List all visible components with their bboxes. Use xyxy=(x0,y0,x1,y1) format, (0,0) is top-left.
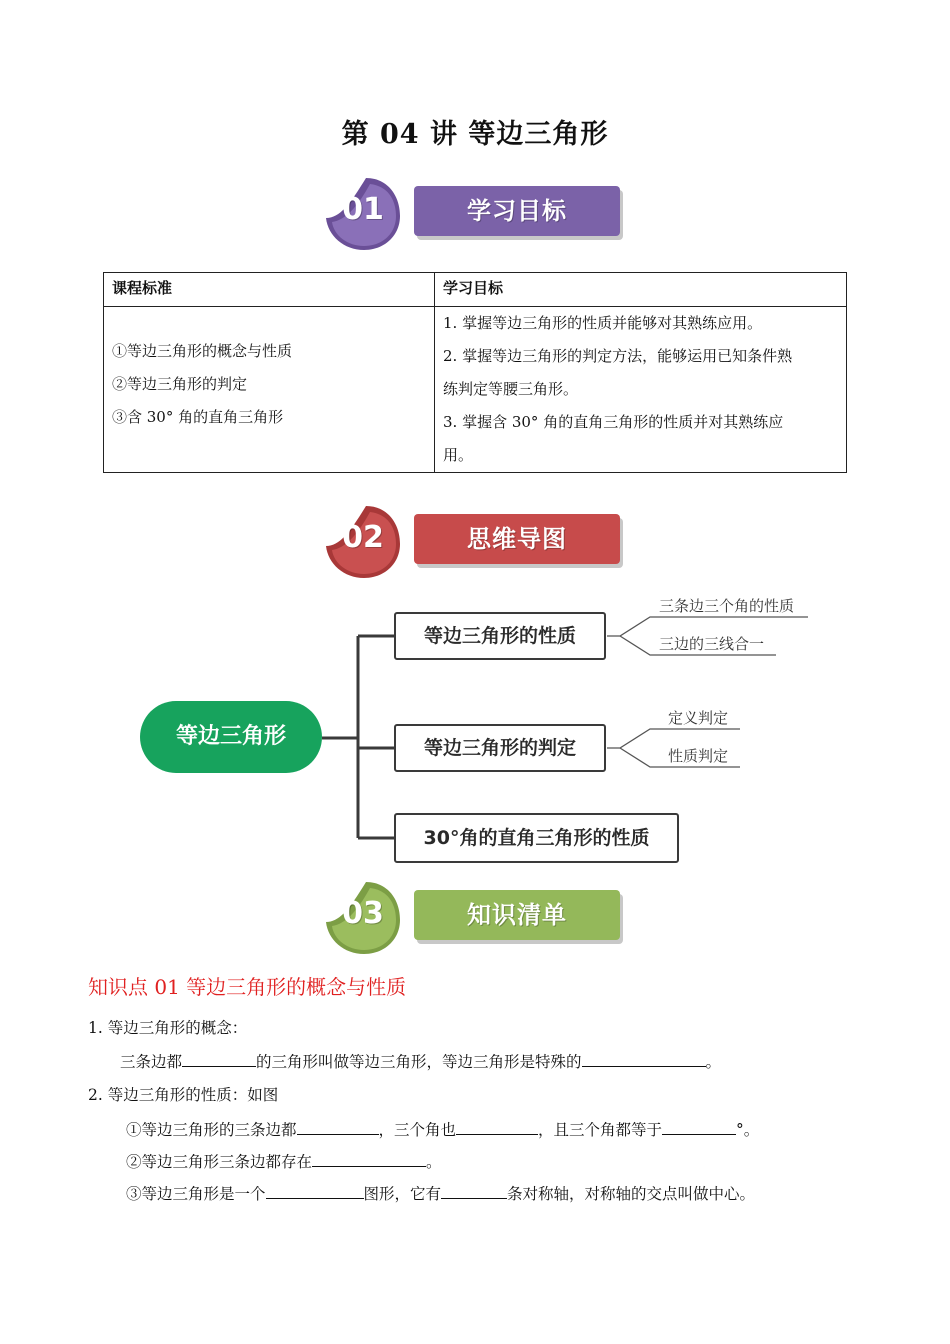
section-label: 学习目标 xyxy=(467,197,567,225)
section-label: 思维导图 xyxy=(467,525,567,553)
goal-line: 1. 掌握等边三角形的性质并能够对其熟练应用。 xyxy=(443,314,763,332)
item-1-title: 1. 等边三角形的概念： xyxy=(88,1019,248,1037)
goal-line: 2. 掌握等边三角形的判定方法，能够运用已知条件熟 xyxy=(443,347,793,365)
section-banner-knowledge xyxy=(322,878,632,958)
property-line-2 xyxy=(126,1150,442,1172)
table-header-standards: 课程标准 xyxy=(104,273,435,307)
section-number: 01 xyxy=(342,192,384,227)
fill-blank[interactable] xyxy=(297,1118,379,1135)
fill-blank[interactable] xyxy=(441,1182,507,1199)
table-header-goals: 学习目标 xyxy=(435,273,847,307)
text-segment: 的三角形叫做等边三角形，等边三角形是特殊的 xyxy=(256,1053,582,1071)
property-line-3 xyxy=(126,1182,755,1204)
text-segment: 。 xyxy=(426,1153,442,1171)
text-segment: ②等边三角形三条边都存在 xyxy=(126,1153,313,1171)
mindmap-leaf: 三条边三个角的性质 xyxy=(659,597,795,615)
text-segment: 条对称轴，对称轴的交点叫做中心。 xyxy=(507,1185,756,1203)
fill-blank[interactable] xyxy=(582,1050,706,1067)
text-segment: ③等边三角形是一个 xyxy=(126,1185,266,1203)
mindmap-root-node: 等边三角形 xyxy=(140,701,322,773)
mindmap-leaf: 三边的三线合一 xyxy=(659,635,765,653)
section-label-bar xyxy=(414,890,620,940)
goal-line: 3. 掌握含 30° 角的直角三角形的性质并对其熟练应 xyxy=(443,413,784,431)
fill-blank[interactable] xyxy=(266,1182,364,1199)
page-title: 第 04 讲 等边三角形 xyxy=(341,119,609,150)
goal-line: 用。 xyxy=(443,446,474,464)
fill-blank[interactable] xyxy=(312,1150,426,1167)
section-number: 03 xyxy=(342,896,384,931)
text-segment: 。 xyxy=(705,1053,722,1071)
text-segment: ，且三个角都等于 xyxy=(538,1121,663,1139)
fill-blank[interactable] xyxy=(662,1118,736,1135)
standard-item: ①等边三角形的概念与性质 xyxy=(112,342,293,360)
mindmap-node-30-degree: 30°角的直角三角形的性质 xyxy=(394,813,679,863)
fill-blank[interactable] xyxy=(456,1118,538,1135)
standard-item: ③含 30° 角的直角三角形 xyxy=(112,408,284,426)
text-segment: 三条边都 xyxy=(120,1053,183,1071)
text-segment: ，三个角也 xyxy=(378,1121,457,1139)
fill-blank[interactable] xyxy=(182,1050,256,1067)
text-segment: °。 xyxy=(736,1121,760,1139)
text-segment: 图形，它有 xyxy=(363,1185,442,1203)
knowledge-point-title: 知识点 01 等边三角形的概念与性质 xyxy=(88,975,407,999)
text-segment: ①等边三角形的三条边都 xyxy=(126,1121,297,1139)
section-number: 02 xyxy=(342,520,384,555)
property-line-1 xyxy=(126,1118,759,1140)
item-1-definition xyxy=(120,1050,721,1072)
item-2-title: 2. 等边三角形的性质：如图 xyxy=(88,1086,279,1104)
mindmap-node-properties: 等边三角形的性质 xyxy=(394,612,606,660)
section-label: 知识清单 xyxy=(467,901,567,929)
mindmap-leaf: 定义判定 xyxy=(668,709,729,727)
mindmap-node-criteria: 等边三角形的判定 xyxy=(394,724,606,772)
standard-item: ②等边三角形的判定 xyxy=(112,375,248,393)
mindmap-leaf: 性质判定 xyxy=(668,747,729,765)
goal-line: 练判定等腰三角形。 xyxy=(443,380,579,398)
